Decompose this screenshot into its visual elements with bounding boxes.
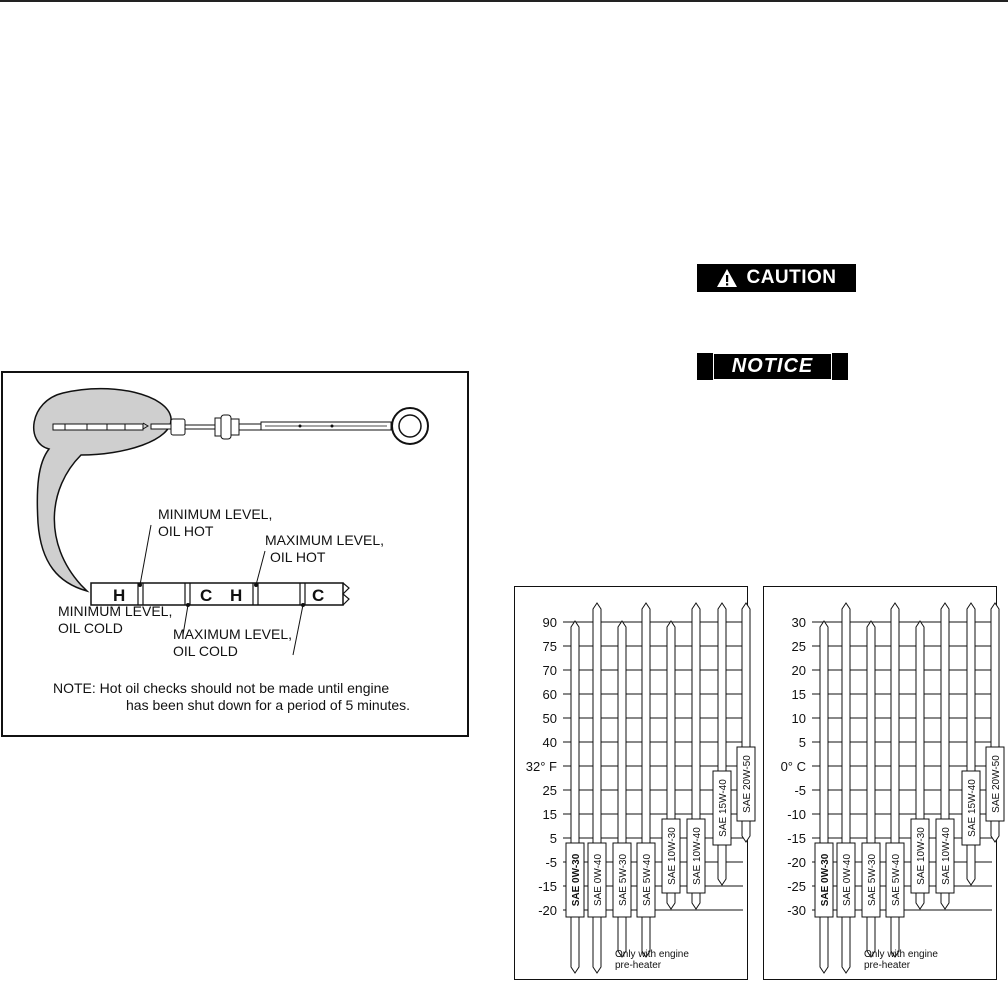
tick-label: -20 (787, 855, 806, 870)
bar-label: SAE 10W-30 (667, 827, 678, 885)
chart-svg-f (515, 587, 753, 981)
viscosity-bar (637, 603, 655, 957)
viscosity-bar (662, 621, 680, 909)
viscosity-bar (815, 621, 833, 973)
tick-label: 30 (791, 615, 806, 630)
viscosity-chart-celsius (763, 586, 1002, 980)
viscosity-bar (837, 603, 855, 973)
note-line-1: NOTE: Hot oil checks should not be made until engine (53, 680, 390, 696)
viscosity-bar (588, 603, 606, 973)
notice-label (697, 353, 848, 380)
tick-label: 25 (542, 783, 557, 798)
viscosity-chart-fahrenheit (514, 586, 753, 980)
viscosity-bar (936, 603, 954, 909)
bar-label: SAE 5W-40 (642, 853, 653, 907)
bar-label: SAE 10W-40 (941, 827, 952, 885)
bar-label: SAE 0W-30 (820, 853, 831, 907)
bar-label: SAE 10W-40 (692, 827, 703, 885)
viscosity-bar (886, 603, 904, 957)
tick-label: 40 (542, 735, 557, 750)
bar-label: SAE 5W-40 (891, 853, 902, 907)
dipstick-figure (1, 371, 469, 737)
viscosity-bar (613, 621, 631, 957)
zoom-bubble (34, 389, 171, 591)
tick-label: -5 (794, 783, 806, 798)
chart-svg-c (764, 587, 1002, 981)
viscosity-bar (911, 621, 929, 909)
tick-label: 70 (542, 663, 557, 678)
mark-c1: C (200, 586, 213, 605)
tick-label: 50 (542, 711, 557, 726)
tick-label: 15 (791, 687, 806, 702)
tick-label: 60 (542, 687, 557, 702)
max-hot-label-1: MAXIMUM LEVEL, (265, 532, 385, 548)
bar-label: SAE 5W-30 (867, 853, 878, 907)
viscosity-bar (962, 603, 980, 885)
bar-label: SAE 15W-40 (967, 779, 978, 837)
note-line-2: has been shut down for a period of 5 minutes. (126, 697, 411, 713)
footnote-line-2: pre-heater (615, 960, 662, 971)
tick-label: -20 (538, 903, 557, 918)
caution-text: CAUTION (746, 267, 837, 288)
footnote-line-2: pre-heater (864, 960, 911, 971)
tick-label: 75 (542, 639, 557, 654)
tick-label: 10 (791, 711, 806, 726)
bar-label: SAE 0W-40 (842, 853, 853, 907)
max-hot-label-2: OIL HOT (270, 549, 326, 565)
viscosity-bar (737, 603, 755, 842)
bar-label: SAE 15W-40 (718, 779, 729, 837)
tick-label: 5 (549, 831, 557, 846)
tick-label: -30 (787, 903, 806, 918)
footnote-line-1: Only with engine (864, 949, 938, 960)
mark-h1: H (113, 586, 126, 605)
viscosity-bar (687, 603, 705, 909)
min-hot-label-1: MINIMUM LEVEL, (158, 506, 273, 522)
tick-label: 20 (791, 663, 806, 678)
min-hot-label-2: OIL HOT (158, 523, 214, 539)
min-cold-label-2: OIL COLD (58, 620, 123, 636)
tick-label: -15 (787, 831, 806, 846)
bar-label: SAE 20W-50 (991, 755, 1002, 813)
tick-label: -10 (787, 807, 806, 822)
tick-label: 0° C (780, 759, 806, 774)
tick-label: -15 (538, 879, 557, 894)
viscosity-bar (713, 603, 731, 885)
footnote-line-1: Only with engine (615, 949, 689, 960)
viscosity-bar (862, 621, 880, 957)
tick-label: 25 (791, 639, 806, 654)
notice-text: NOTICE (713, 353, 833, 380)
viscosity-bar (986, 603, 1004, 842)
bar-label: SAE 0W-40 (593, 853, 604, 907)
viscosity-bar (566, 621, 584, 973)
bar-label: SAE 5W-30 (618, 853, 629, 907)
tick-label: 90 (542, 615, 557, 630)
dipstick-diagram (3, 373, 467, 735)
bar-label: SAE 20W-50 (742, 755, 753, 813)
tick-label: 5 (798, 735, 806, 750)
max-cold-label-1: MAXIMUM LEVEL, (173, 626, 293, 642)
tick-label: 15 (542, 807, 557, 822)
caution-label (697, 264, 856, 292)
tick-label: -5 (545, 855, 557, 870)
min-cold-label-1: MINIMUM LEVEL, (58, 603, 173, 619)
max-cold-label-2: OIL COLD (173, 643, 238, 659)
mark-c2: C (312, 586, 325, 605)
tick-label: -25 (787, 879, 806, 894)
bar-label: SAE 10W-30 (916, 827, 927, 885)
bar-label: SAE 0W-30 (571, 853, 582, 907)
warning-triangle-icon (716, 268, 738, 288)
header-rule (0, 0, 1008, 2)
tick-label: 32° F (525, 759, 557, 774)
mark-h2: H (230, 586, 243, 605)
